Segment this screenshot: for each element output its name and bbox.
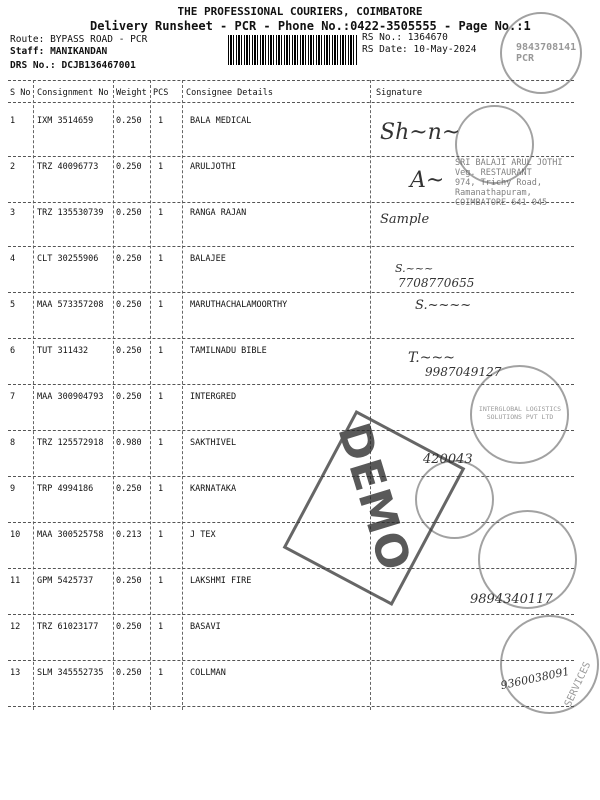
handwritten-phone: 9894340117: [470, 592, 553, 607]
row-rule: [8, 338, 574, 339]
cell-consignment: TRZ 135530739: [37, 208, 104, 218]
cell-weight: 0.250: [116, 576, 142, 586]
intergroup-stamp: [470, 365, 569, 464]
cell-pcs: 1: [158, 392, 164, 402]
row-rule: [8, 522, 574, 523]
restaurant-stamp-line: Veg. RESTAURANT: [455, 168, 532, 178]
cell-consignment: MAA 573357208: [37, 300, 104, 310]
col-header-consignee: Consignee Details: [186, 88, 273, 98]
cell-sno: 8: [10, 438, 16, 448]
cell-weight: 0.213: [116, 530, 142, 540]
signature-scribble: A~: [410, 168, 445, 193]
table-row: [0, 300, 600, 346]
cell-sno: 2: [10, 162, 16, 172]
cell-sno: 10: [10, 530, 21, 540]
cell-consignee: BALA MEDICAL: [190, 116, 252, 126]
col-header-pcs: PCS: [153, 88, 169, 98]
row-rule: [8, 292, 574, 293]
services-stamp-text: SERVICES: [562, 660, 594, 709]
services-stamp: [500, 615, 599, 714]
cell-sno: 6: [10, 346, 16, 356]
cell-consignee: BASAVI: [190, 622, 221, 632]
cell-consignment: TRZ 61023177: [37, 622, 99, 632]
cell-weight: 0.250: [116, 116, 142, 126]
cell-sno: 3: [10, 208, 16, 218]
cell-consignment: IXM 3514659: [37, 116, 94, 126]
cell-weight: 0.250: [116, 622, 142, 632]
runsheet-subtitle: Delivery Runsheet - PCR - Phone No.:0422-3505555 - Page No.:1: [90, 19, 531, 33]
cell-pcs: 1: [158, 346, 164, 356]
cell-pcs: 1: [158, 438, 164, 448]
col-header-sno: S No: [10, 88, 31, 98]
cell-consignment: TUT 311432: [37, 346, 89, 356]
header-bottom-rule: [8, 102, 574, 103]
restaurant-stamp-line: Ramanathapuram,: [455, 188, 532, 198]
restaurant-stamp: [455, 158, 562, 208]
cell-weight: 0.250: [116, 254, 142, 264]
header-top-rule: [8, 80, 574, 81]
cell-weight: 0.980: [116, 438, 142, 448]
restaurant-stamp-line: COIMBATORE 641 045: [455, 198, 548, 208]
cell-consignee: TAMILNADU BIBLE: [190, 346, 267, 356]
pcr-stamp-text: 9843708141 PCR: [516, 42, 577, 64]
cell-consignment: CLT 30255906: [37, 254, 99, 264]
handwritten-phone: 9360038091: [499, 664, 571, 693]
cell-pcs: 1: [158, 668, 164, 678]
rs-no-label: RS No.:: [362, 32, 403, 43]
handwritten-phone: 7708770655: [398, 276, 475, 290]
cell-sno: 13: [10, 668, 21, 678]
cell-pcs: 1: [158, 622, 164, 632]
col-header-consignment: Consignment No: [37, 88, 109, 98]
staff-value: MANIKANDAN: [50, 46, 108, 57]
cell-consignee: MARUTHACHALAMOORTHY: [190, 300, 288, 310]
cell-pcs: 1: [158, 116, 164, 126]
drs-value: DCJB136467001: [61, 60, 136, 71]
cell-consignee: COLLMAN: [190, 668, 226, 678]
cell-weight: 0.250: [116, 392, 142, 402]
intergroup-stamp-text: INTERGLOBAL LOGISTICS SOLUTIONS PVT LTD: [478, 405, 562, 421]
cell-consignee: RANGA RAJAN: [190, 208, 247, 218]
cell-consignee: ARULJOTHI: [190, 162, 237, 172]
cell-consignment: TRZ 40096773: [37, 162, 99, 172]
cell-pcs: 1: [158, 254, 164, 264]
handwritten-phone: 9987049127: [425, 365, 502, 379]
rs-no-line: [362, 32, 448, 43]
signature-scribble: S.~~~~: [415, 298, 472, 313]
cell-consignment: SLM 345552735: [37, 668, 104, 678]
cell-consignee: BALAJEE: [190, 254, 226, 264]
cell-consignee: INTERGRED: [190, 392, 237, 402]
cell-pcs: 1: [158, 484, 164, 494]
cell-sno: 11: [10, 576, 21, 586]
pcr-stamp: [500, 12, 582, 94]
barcode: [228, 35, 358, 65]
cell-pcs: 1: [158, 576, 164, 586]
cell-consignment: GPM 5425737: [37, 576, 94, 586]
company-title: THE PROFESSIONAL COURIERS, COIMBATORE: [177, 5, 423, 18]
restaurant-stamp-line: SRI BALAJI ARUL JOTHI: [455, 158, 563, 168]
col-header-weight: Weight: [116, 88, 147, 98]
cell-weight: 0.250: [116, 300, 142, 310]
cell-consignee: SAKTHIVEL: [190, 438, 237, 448]
table-row: [0, 254, 600, 300]
rs-date-line: [362, 44, 476, 55]
cell-consignee: KARNATAKA: [190, 484, 237, 494]
row-rule: [8, 706, 574, 707]
cell-sno: 4: [10, 254, 16, 264]
cell-consignee: J TEX: [190, 530, 216, 540]
signature-scribble: Sh~n~: [380, 120, 461, 145]
cell-weight: 0.250: [116, 668, 142, 678]
route-label: Route:: [10, 34, 45, 45]
signature-scribble: T.~~~: [408, 350, 455, 366]
cell-consignee: LAKSHMI FIRE: [190, 576, 252, 586]
drs-label: DRS No.:: [10, 60, 56, 71]
cell-sno: 9: [10, 484, 16, 494]
row-rule: [8, 614, 574, 615]
cell-sno: 7: [10, 392, 16, 402]
cell-pcs: 1: [158, 530, 164, 540]
cell-pcs: 1: [158, 300, 164, 310]
rs-no-value: 1364670: [407, 32, 448, 43]
route-line: [10, 34, 147, 45]
rs-date-label: RS Date:: [362, 44, 408, 55]
demo-watermark-text: DEMO: [327, 417, 421, 578]
drs-line: [10, 60, 136, 71]
staff-line: [10, 46, 107, 57]
cell-consignment: TRP 4994186: [37, 484, 94, 494]
table-row: [0, 208, 600, 254]
cell-pcs: 1: [158, 162, 164, 172]
row-rule: [8, 246, 574, 247]
cell-weight: 0.250: [116, 162, 142, 172]
cell-sno: 5: [10, 300, 16, 310]
cell-consignment: TRZ 125572918: [37, 438, 104, 448]
cell-sno: 1: [10, 116, 16, 126]
col-header-signature: Signature: [376, 88, 423, 98]
cell-pcs: 1: [158, 208, 164, 218]
cell-weight: 0.250: [116, 484, 142, 494]
cell-sno: 12: [10, 622, 21, 632]
route-value: BYPASS ROAD - PCR: [50, 34, 148, 45]
signature-scribble: S.~~~: [395, 262, 434, 275]
cell-weight: 0.250: [116, 208, 142, 218]
cell-consignment: MAA 300904793: [37, 392, 104, 402]
rs-date-value: 10-May-2024: [413, 44, 477, 55]
signature-scribble: Sample: [380, 212, 430, 227]
restaurant-stamp-line: 974, Trichy Road,: [455, 178, 542, 188]
cell-weight: 0.250: [116, 346, 142, 356]
row-rule: [8, 476, 574, 477]
handwritten-number: 420043: [423, 452, 473, 467]
staff-label: Staff:: [10, 46, 45, 57]
row-rule: [8, 660, 574, 661]
cell-consignment: MAA 300525758: [37, 530, 104, 540]
